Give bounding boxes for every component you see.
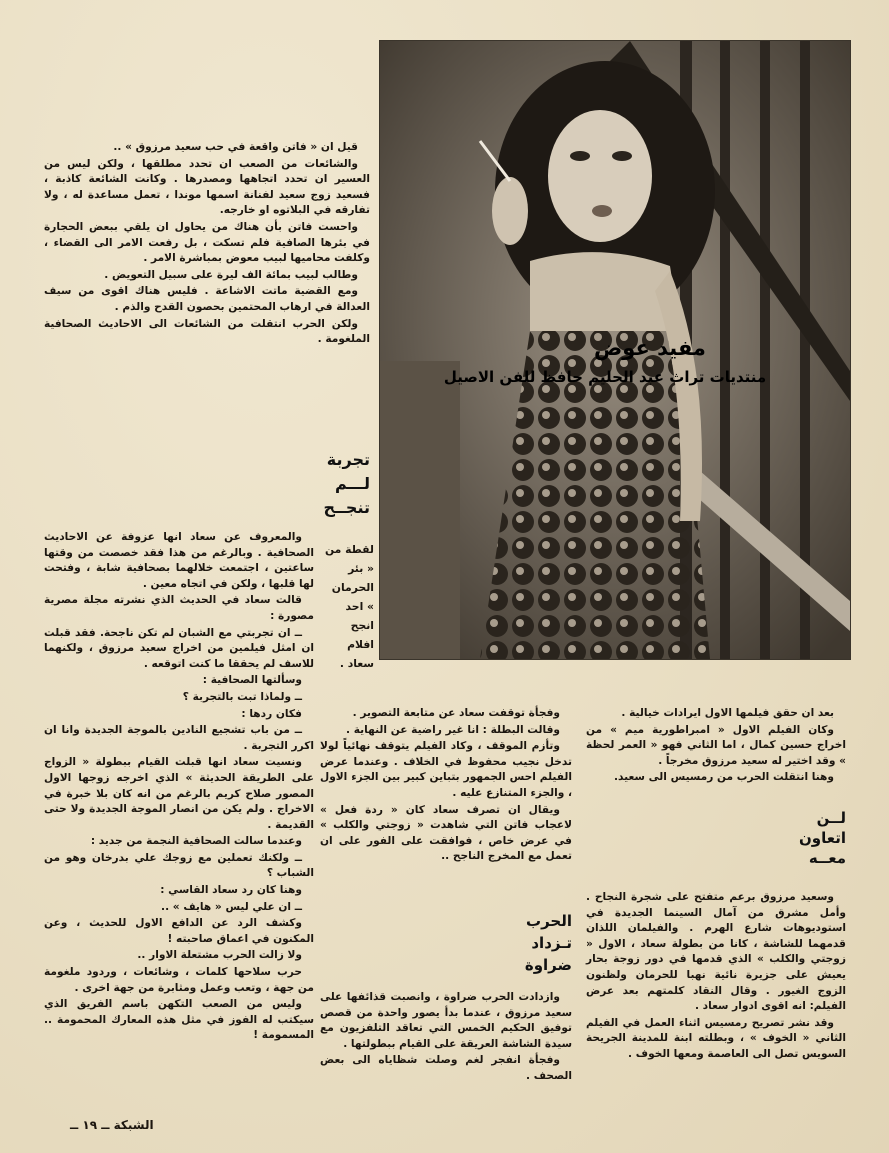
paragraph: ولا زالت الحرب مشتعلة الاوار ..: [137, 949, 302, 962]
heading-line: لـــم: [335, 474, 370, 493]
paragraph: وقالت البطلة : انا غير راضية عن النهاية .: [346, 723, 560, 736]
paragraph: وكان الفيلم الاول « امبراطورية ميم » من اخراج حسين كمال ، اما الثاني فهو « العمر لحظة » وقد اختير له سعيد مرزوق مخرجاً .: [586, 723, 846, 767]
paragraph: ــ ولماذا تبت بالتجربة ؟: [182, 690, 302, 703]
article-column-top: [44, 140, 370, 349]
heading-line: تنجــح: [323, 498, 370, 517]
paragraph: وفجأة انفجر لغم وصلت شظاياه الى بعض الصحف .: [320, 1054, 572, 1082]
paragraph: وفجأة توقفت سعاد عن متابعة التصوير .: [352, 707, 560, 719]
article-column-main: [44, 530, 314, 1045]
heading-war: [470, 910, 572, 976]
article-column-left: [586, 706, 846, 787]
paragraph: وطالب لبيب بمائة الف ليرة على سبيل التعويض .: [104, 268, 358, 281]
paragraph: والشائعات من الصعب ان تحدد مطلقها ، ولكن ليس من العسير ان تحدد اتجاهها ومصدرها . وكانت الشائعة كاذبة ، فسعيد زوج سعيد لفنانة اسمها موندا ، تعمل مساعدة له ، ولا تفارقه في البلاتوه او خارجه.: [44, 157, 370, 217]
paragraph: ــ ان تجربتي مع الشبان لم تكن ناجحة. فقد قبلت ان امثل فيلمين من اخراج سعيد مرزوق ، ولكنهما للاسف لم يحققا ما كنت اتوقعه .: [44, 626, 314, 670]
article-column-left-bottom: [586, 890, 846, 1064]
heading-line: تجربة: [326, 450, 370, 469]
article-column-middle: [320, 706, 572, 866]
heading-line: اتعاون: [799, 829, 846, 847]
paragraph: ونسيت سعاد انها قبلت القيام ببطولة « الزواج على الطريقة الحديثة » الذي اخرجه زوجها الاول المصور صلاح كريم بالرغم من انه كان بلا خبرة في الاخراج . ولم يكن من انصار الموجة الجديدة ولا حتى القديمة .: [44, 756, 314, 831]
paragraph: وازدادت الحرب ضراوة ، وانصبت قذائفها على سعيد مرزوق ، عندما بدأ يصور واحدة من قصص توفيق الحكيم الخمس التي تعاقد التلفزيون مع سيدة الشاشة العريقة على القيام ببطولتها .: [320, 991, 572, 1050]
paragraph: وكشف الرد عن الدافع الاول للحديث ، وعن المكنون في اعماق صاحبته !: [44, 917, 314, 945]
paragraph: وهنا كان رد سعاد القاسي :: [160, 884, 302, 897]
article-column-middle-bottom: [320, 990, 572, 1086]
paragraph: وسعيد مرزوق برعم متفتح على شجرة النجاح . وأمل مشرق من آمال السينما الجديدة في استوديوهات شارع الهرم . والفيلمان اللذان قدمهما للشاشة ، كانا من بطولة سعاد ، الاول « زوجتي والكلب » الذي قدمها في دور زوجة بحار يعيش على جزيرة نائية نهبا للحرمان ولظنون الزوج الغيور . وقال النقاد كلمتهم بعد عرض الفيلم: انه اقوى ادوار سعاد .: [586, 891, 846, 1013]
paragraph: ــ من باب تشجيع النادين بالموجة الجديدة وانا ان اكرر التجربة .: [44, 724, 314, 752]
heading-line: معــه: [808, 849, 846, 867]
paragraph: بعد ان حقق فيلمها الاول ايرادات خيالية .: [621, 707, 834, 719]
paragraph: حرب سلاحها كلمات ، وشائعات ، وردود ملغومة من جهة ، وتعب وعمل ومثابرة من جهة اخرى .: [44, 966, 314, 994]
heading-line: ضراوة: [524, 956, 572, 974]
page-footer: الشبكة ــ ١٩ ــ: [70, 1118, 154, 1132]
paragraph: ويقال ان تصرف سعاد كان « ردة فعل » لاعجاب فاتن التي شاهدت « زوجتي والكلب » في عرض خاص ، فوافقت على الفور على ان تعمل مع المخرج الناجح ..: [320, 803, 572, 863]
paragraph: ــ ولكنك تعملين مع زوجك علي بدرخان وهو من الشباب ؟: [44, 851, 314, 880]
paragraph: قيل ان « فاتن واقعة في حب سعيد مرزوق » ..: [113, 141, 358, 153]
paragraph: واحست فاتن بأن هناك من يحاول ان يلقي ببعض الحجارة في بئرها الصافية فلم تسكت ، بل رفعت الامر الى القضاء ، وكلفت محاميها لبيب معوض بمباشرة الامر .: [44, 220, 370, 265]
paragraph: وسألتها الصحافية :: [202, 674, 302, 687]
paragraph: والمعروف عن سعاد انها عزوفة عن الاحاديث الصحافية . وبالرغم من هذا فقد خصصت من وقتها ساعتين ، اجتمعت خلالهما بصحافية شابة ، وفتحت لها قلبها ، ولكن في اتجاه معين .: [44, 531, 314, 590]
paragraph: وهنا انتقلت الحرب من رمسيس الى سعيد.: [614, 771, 834, 784]
paragraph: ولكن الحرب انتقلت من الشائعات الى الاحاديث الصحافية الملغومة .: [44, 317, 370, 346]
watermark-name: مفيد عوض: [594, 336, 706, 360]
paragraph: قالت سعاد في الحديث الذي نشرته مجلة مصرية مصورة :: [44, 594, 314, 622]
photo-caption: لقطة من « بئر الحرمان » احد انجح افلام سعاد .: [324, 543, 374, 670]
paragraph: ــ ان علي ليس « هايف » ..: [161, 900, 302, 913]
paragraph: وتأزم الموقف ، وكاد الفيلم يتوقف نهائياً لولا تدخل نجيب محفوظ في الخلاف . وعندما عرض الفيلم احس الجمهور بتباين كبير بين الجزء الاول ، والجزء المتنازع عليه .: [320, 740, 572, 799]
paragraph: فكان ردها :: [241, 707, 302, 720]
heading-line: لــن: [816, 809, 846, 827]
watermark-forum: منتديات تراث عبد الحليم حافظ للفن الاصيل: [443, 368, 767, 386]
heading-no-cooperation: [740, 808, 846, 868]
heading-line: تـزداد: [531, 934, 572, 952]
paragraph: وليس من الصعب التكهن باسم الفريق الذي سيكتب له الفوز في مثل هذه المعارك المحمومة .. المسمومة !: [44, 998, 314, 1042]
paragraph: وقد نشر تصريح رمسيس اثناء العمل في الفيلم الثاني « الخوف » ، وبطلته ابنة للمدينة الجريحة السويس تصل الى العاصمة ومعها الخوف .: [586, 1016, 846, 1060]
paragraph: ومع القضية ماتت الاشاعة . فليس هناك اقوى من سيف العدالة في ارهاب المحتمين بحصون القدح والذم .: [44, 285, 370, 313]
heading-experience: [214, 448, 370, 520]
paragraph: وعندما سالت الصحافية النجمة من جديد :: [90, 835, 302, 848]
heading-line: الحرب: [526, 912, 572, 930]
